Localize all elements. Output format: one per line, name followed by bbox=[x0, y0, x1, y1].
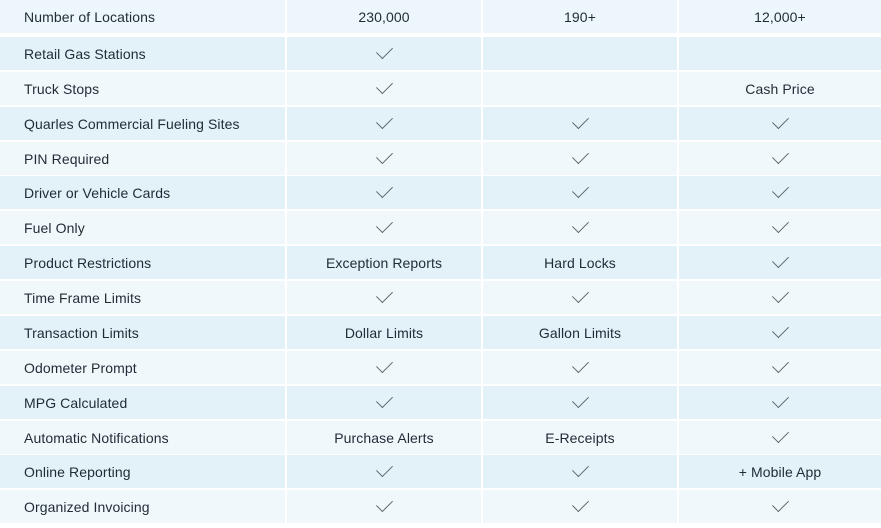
checkmark-icon bbox=[772, 286, 789, 303]
table-cell bbox=[287, 211, 481, 244]
row-label-cell bbox=[0, 351, 285, 384]
checkmark-icon bbox=[772, 426, 789, 443]
table-cell bbox=[287, 0, 481, 33]
checkmark-icon bbox=[376, 42, 393, 59]
table-cell bbox=[287, 490, 481, 523]
checkmark-icon bbox=[772, 251, 789, 268]
checkmark-icon bbox=[376, 181, 393, 198]
table-row bbox=[0, 421, 881, 454]
row-label: PIN Required bbox=[24, 150, 110, 167]
row-label: Number of Locations bbox=[24, 8, 156, 25]
cell-value: Purchase Alerts bbox=[334, 429, 434, 446]
table-cell bbox=[679, 281, 881, 314]
table-cell bbox=[483, 316, 677, 349]
row-label: Retail Gas Stations bbox=[24, 45, 146, 62]
row-label: Product Restrictions bbox=[24, 254, 152, 271]
cell-value: 230,000 bbox=[358, 8, 410, 25]
checkmark-icon bbox=[376, 495, 393, 512]
table-cell bbox=[483, 490, 677, 523]
checkmark-icon bbox=[572, 460, 589, 477]
row-label: Odometer Prompt bbox=[24, 359, 137, 376]
checkmark-icon bbox=[376, 286, 393, 303]
table-cell bbox=[483, 211, 677, 244]
cell-value: Dollar Limits bbox=[344, 324, 424, 341]
table-cell bbox=[287, 455, 481, 488]
table-cell bbox=[679, 0, 881, 33]
checkmark-icon bbox=[572, 112, 589, 129]
table-row bbox=[0, 281, 881, 314]
row-label-cell bbox=[0, 246, 285, 279]
table-cell bbox=[483, 421, 677, 454]
table-cell bbox=[287, 281, 481, 314]
checkmark-icon bbox=[772, 391, 789, 408]
row-label-cell bbox=[0, 316, 285, 349]
table-cell bbox=[483, 142, 677, 175]
table-cell bbox=[287, 37, 481, 70]
row-label-cell bbox=[0, 281, 285, 314]
row-label-cell bbox=[0, 490, 285, 523]
table-row bbox=[0, 490, 881, 523]
table-row bbox=[0, 0, 881, 33]
checkmark-icon bbox=[772, 216, 789, 233]
checkmark-icon bbox=[772, 495, 789, 512]
row-label: Organized Invoicing bbox=[24, 498, 150, 515]
table-cell bbox=[483, 386, 677, 419]
checkmark-icon bbox=[572, 495, 589, 512]
checkmark-icon bbox=[376, 356, 393, 373]
table-row bbox=[0, 455, 881, 488]
row-label-cell bbox=[0, 421, 285, 454]
row-label-cell bbox=[0, 142, 285, 175]
table-cell bbox=[483, 72, 677, 105]
row-label-cell bbox=[0, 176, 285, 209]
row-label: Automatic Notifications bbox=[24, 429, 169, 446]
row-label-cell bbox=[0, 72, 285, 105]
checkmark-icon bbox=[572, 147, 589, 164]
row-label: MPG Calculated bbox=[24, 394, 128, 411]
row-label-cell bbox=[0, 0, 285, 33]
row-label-cell bbox=[0, 386, 285, 419]
checkmark-icon bbox=[572, 356, 589, 373]
checkmark-icon bbox=[572, 181, 589, 198]
table-cell bbox=[483, 246, 677, 279]
checkmark-icon bbox=[376, 112, 393, 129]
row-label: Online Reporting bbox=[24, 463, 131, 480]
table-cell bbox=[679, 421, 881, 454]
checkmark-icon bbox=[772, 112, 789, 129]
table-row bbox=[0, 72, 881, 105]
checkmark-icon bbox=[376, 77, 393, 94]
table-cell bbox=[679, 211, 881, 244]
checkmark-icon bbox=[772, 181, 789, 198]
checkmark-icon bbox=[772, 356, 789, 373]
table-cell bbox=[287, 246, 481, 279]
table-cell bbox=[483, 107, 677, 140]
table-row bbox=[0, 316, 881, 349]
row-label: Driver or Vehicle Cards bbox=[24, 184, 171, 201]
table-cell bbox=[679, 455, 881, 488]
table-cell bbox=[483, 37, 677, 70]
table-cell bbox=[679, 316, 881, 349]
checkmark-icon bbox=[572, 391, 589, 408]
row-label: Fuel Only bbox=[24, 219, 85, 236]
row-label: Quarles Commercial Fueling Sites bbox=[24, 115, 240, 132]
table-cell bbox=[679, 176, 881, 209]
row-label-cell bbox=[0, 211, 285, 244]
row-label-cell bbox=[0, 107, 285, 140]
table-row bbox=[0, 351, 881, 384]
table-cell bbox=[679, 386, 881, 419]
cell-value: Hard Locks bbox=[544, 254, 616, 271]
cell-value: E-Receipts bbox=[545, 429, 615, 446]
checkmark-icon bbox=[376, 147, 393, 164]
table-cell bbox=[679, 72, 881, 105]
cell-value: Gallon Limits bbox=[538, 324, 622, 341]
table-cell bbox=[287, 421, 481, 454]
table-cell bbox=[679, 107, 881, 140]
table-cell bbox=[679, 142, 881, 175]
table-row bbox=[0, 107, 881, 140]
cell-value: + Mobile App bbox=[738, 463, 822, 480]
table-row bbox=[0, 386, 881, 419]
row-label-cell bbox=[0, 455, 285, 488]
table-cell bbox=[483, 0, 677, 33]
table-row bbox=[0, 211, 881, 244]
row-label: Transaction Limits bbox=[24, 324, 139, 341]
table-cell bbox=[287, 176, 481, 209]
table-cell bbox=[679, 246, 881, 279]
table-row bbox=[0, 246, 881, 279]
table-cell bbox=[287, 386, 481, 419]
checkmark-icon bbox=[376, 391, 393, 408]
table-cell bbox=[287, 142, 481, 175]
checkmark-icon bbox=[376, 216, 393, 233]
checkmark-icon bbox=[772, 147, 789, 164]
checkmark-icon bbox=[376, 460, 393, 477]
cell-value: Exception Reports bbox=[325, 254, 443, 271]
row-label: Time Frame Limits bbox=[24, 289, 142, 306]
table-cell bbox=[679, 37, 881, 70]
table-cell bbox=[679, 351, 881, 384]
table-cell bbox=[483, 176, 677, 209]
cell-value: 12,000+ bbox=[754, 8, 806, 25]
checkmark-icon bbox=[572, 216, 589, 233]
checkmark-icon bbox=[572, 286, 589, 303]
table-cell bbox=[483, 351, 677, 384]
table-cell bbox=[287, 316, 481, 349]
table-cell bbox=[483, 455, 677, 488]
table-cell bbox=[679, 490, 881, 523]
checkmark-icon bbox=[772, 321, 789, 338]
cell-value: 190+ bbox=[564, 8, 596, 25]
table-cell bbox=[287, 72, 481, 105]
table-row bbox=[0, 142, 881, 175]
row-label-cell bbox=[0, 37, 285, 70]
table-cell bbox=[483, 281, 677, 314]
cell-value: Cash Price bbox=[745, 80, 815, 97]
table-row bbox=[0, 176, 881, 209]
row-label: Truck Stops bbox=[24, 80, 100, 97]
table-row bbox=[0, 37, 881, 70]
table-cell bbox=[287, 107, 481, 140]
table-cell bbox=[287, 351, 481, 384]
